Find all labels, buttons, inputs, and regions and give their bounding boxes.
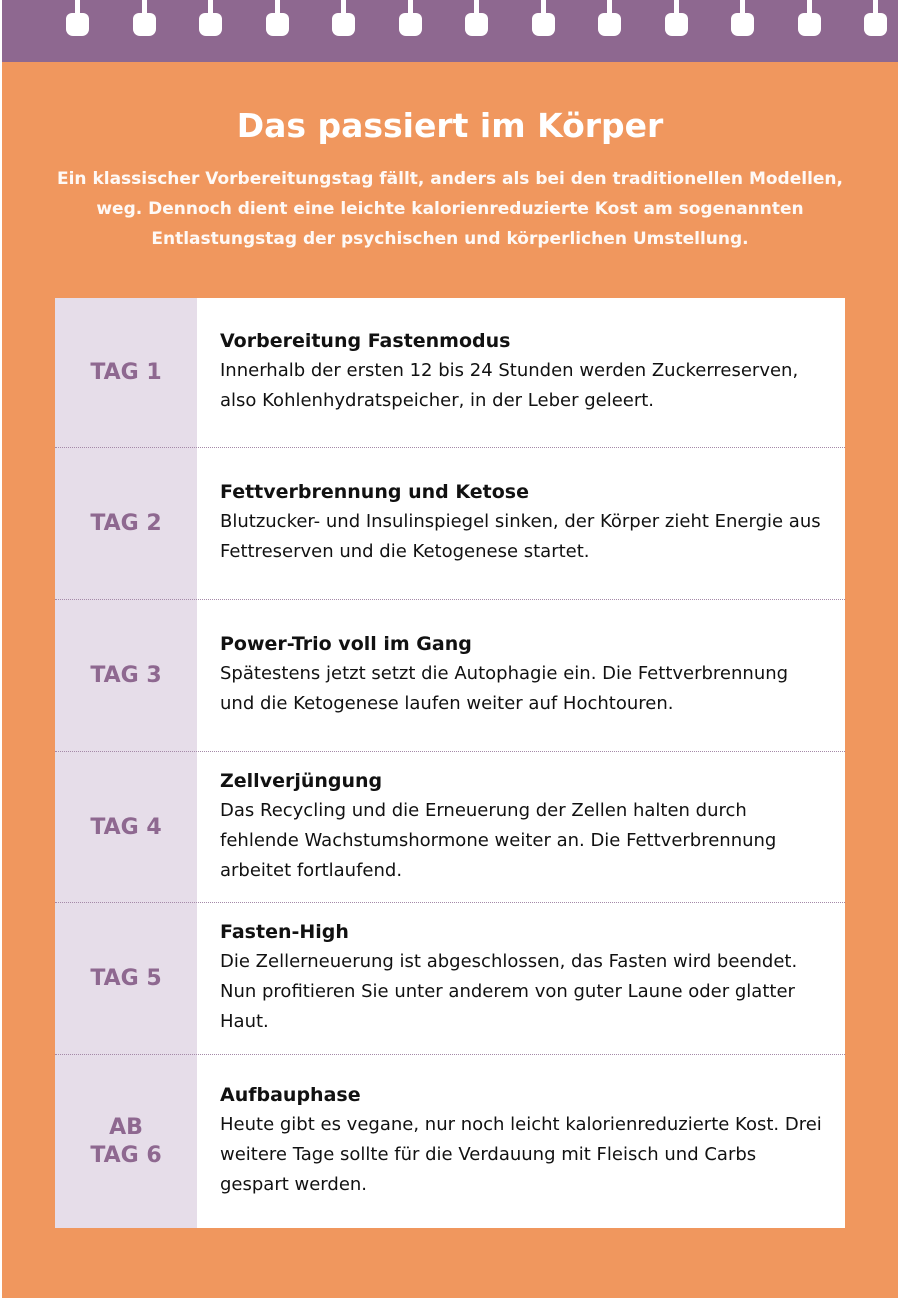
row-heading: Fettverbrennung und Ketose bbox=[220, 481, 529, 503]
day-label bbox=[55, 1055, 197, 1228]
binding-hole-icon bbox=[534, 0, 554, 36]
timeline-row bbox=[55, 903, 845, 1055]
day-label-text: AB TAG 6 bbox=[90, 1114, 162, 1168]
timeline-row bbox=[55, 448, 845, 600]
binding-hole-icon bbox=[268, 0, 288, 36]
row-heading: Fasten-High bbox=[220, 921, 349, 943]
binding-hole-icon bbox=[733, 0, 753, 36]
row-content bbox=[220, 600, 825, 752]
day-label bbox=[55, 298, 197, 448]
day-label bbox=[55, 903, 197, 1055]
row-text: Spätestens jetzt setzt die Autophagie ein. Die Fettverbrennung und die Ketogenese laufen weiter auf Hochtouren. bbox=[220, 663, 789, 714]
day-label-text: TAG 2 bbox=[90, 511, 162, 536]
timeline-row bbox=[55, 1055, 845, 1228]
day-label-text: TAG 5 bbox=[90, 966, 162, 991]
binding-hole-icon bbox=[135, 0, 155, 36]
binding-hole-icon bbox=[68, 0, 88, 36]
binding-hole-icon bbox=[800, 0, 820, 36]
binding-hole-icon bbox=[667, 0, 687, 36]
row-text: Heute gibt es vegane, nur noch leicht kalorienreduzierte Kost. Drei weitere Tage sollte für die Verdauung mit Fleisch und Carbs gespart werden. bbox=[220, 1113, 822, 1195]
day-label bbox=[55, 752, 197, 903]
timeline-row bbox=[55, 298, 845, 448]
timeline-row bbox=[55, 600, 845, 752]
row-heading: Aufbauphase bbox=[220, 1083, 361, 1106]
timeline-card bbox=[55, 298, 845, 1228]
row-heading: Zellverjüngung bbox=[220, 769, 383, 792]
row-content bbox=[220, 1055, 825, 1228]
day-label bbox=[55, 448, 197, 600]
row-content bbox=[220, 448, 825, 600]
binding-hole-icon bbox=[401, 0, 421, 36]
row-content bbox=[220, 298, 825, 448]
binding-hole-icon bbox=[600, 0, 620, 36]
row-content bbox=[220, 752, 825, 903]
binding-hole-icon bbox=[467, 0, 487, 36]
intro-text: Ein klassischer Vorbereitungstag fällt, anders als bei den traditionellen Modellen, weg. Dennoch dient eine leichte kalorienreduzierte Kost am sogenannten Entlastungstag der psychischen und körperlichen Umstellung. bbox=[56, 169, 843, 249]
row-heading: Vorbereitung Fastenmodus bbox=[220, 330, 511, 352]
row-text: Innerhalb der ersten 12 bis 24 Stunden werden Zuckerreserven, also Kohlenhydratspeicher, in der Leber geleert. bbox=[220, 360, 799, 411]
day-label-text: TAG 4 bbox=[90, 814, 162, 840]
page-title: Das passiert im Körper bbox=[236, 106, 664, 145]
binding-hole-icon bbox=[334, 0, 354, 36]
binding-hole-icon bbox=[201, 0, 221, 36]
day-label-text: TAG 1 bbox=[90, 360, 162, 385]
timeline-row bbox=[55, 752, 845, 903]
day-label-text: TAG 3 bbox=[90, 663, 162, 688]
row-text: Blutzucker- und Insulinspiegel sinken, der Körper zieht Energie aus Fettreserven und die Ketogenese startet. bbox=[220, 511, 821, 562]
binding-hole-icon bbox=[866, 0, 886, 36]
row-text: Die Zellerneuerung ist abgeschlossen, das Fasten wird beendet. Nun profitieren Sie unter anderem von guter Laune oder glatter Haut. bbox=[220, 951, 798, 1032]
row-text: Das Recycling und die Erneuerung der Zellen halten durch fehlende Wachstumshormone weiter an. Die Fettverbrennung arbeitet fortlaufend. bbox=[220, 799, 777, 881]
row-content bbox=[220, 903, 825, 1055]
row-heading: Power-Trio voll im Gang bbox=[220, 633, 472, 655]
day-label bbox=[55, 600, 197, 752]
